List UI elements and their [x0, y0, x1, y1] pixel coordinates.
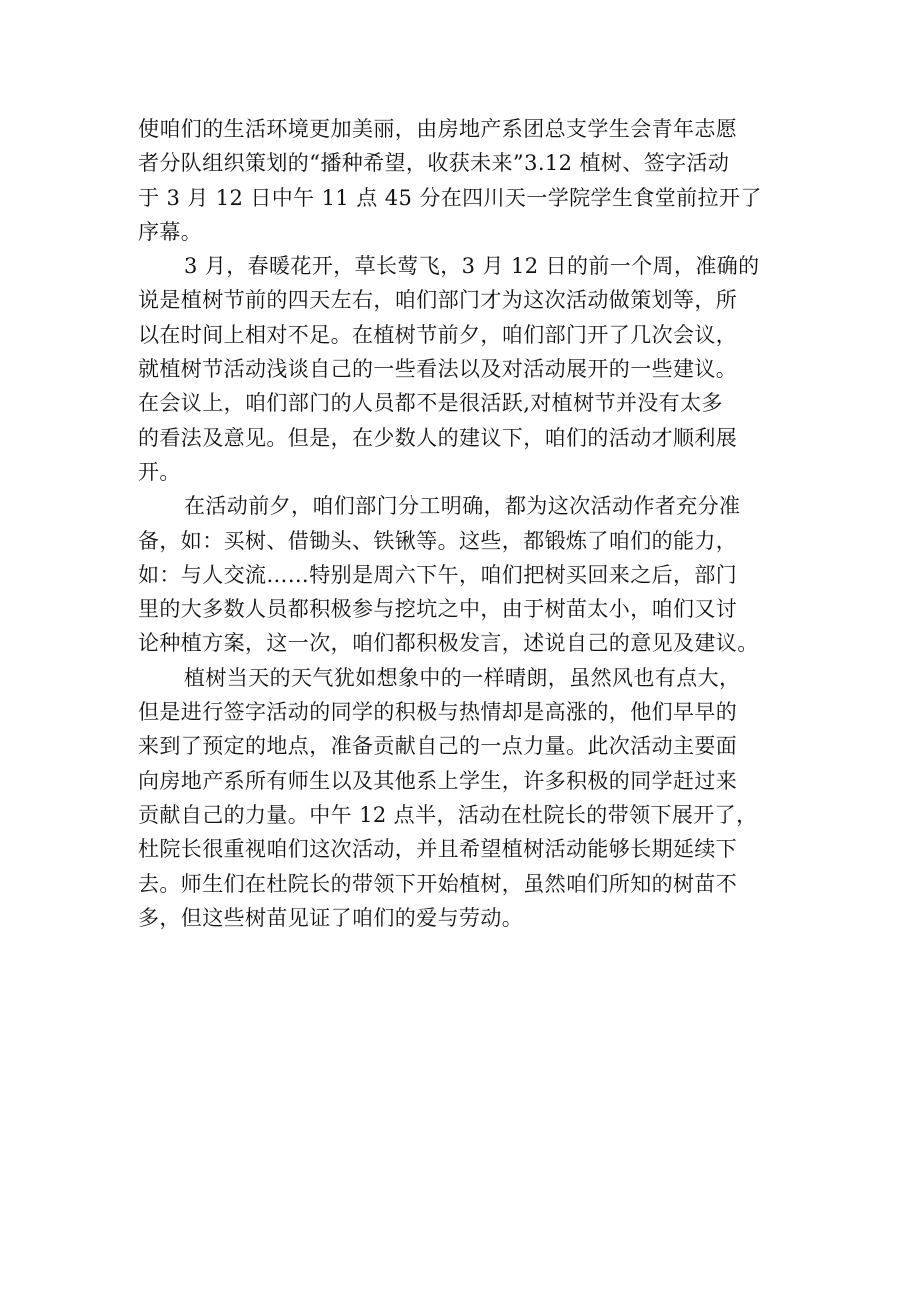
text-line: 杜院长很重视咱们这次活动，并且希望植树活动能够长期延续下 — [138, 837, 738, 862]
text-line: 如：与人交流……特别是周六下午，咱们把树买回来之后，部门 — [138, 562, 738, 587]
text-line: 去。师生们在杜院长的带领下开始植树，虽然咱们所知的树苗不 — [138, 871, 738, 896]
text-line: 以在时间上相对不足。在植树节前夕，咱们部门开了几次会议， — [138, 322, 738, 347]
text-line: 来到了预定的地点，准备贡献自己的一点力量。此次活动主要面 — [138, 734, 738, 759]
text-line: 就植树节活动浅谈自己的一些看法以及对活动展开的一些建议。 — [138, 357, 738, 382]
text-line: 论种植方案，这一次，咱们都积极发言，述说自己的意见及建议。 — [138, 631, 759, 656]
paragraph-2 — [138, 249, 788, 489]
text-line: 于 3 月 12 日中午 11 点 45 分在四川天一学院学生食堂前拉开了 — [138, 185, 762, 210]
text-line: 在活动前夕，咱们部门分工明确，都为这次活动作者充分准 — [184, 494, 741, 519]
text-line: 使咱们的生活环境更加美丽，由房地产系团总支学生会青年志愿 — [138, 117, 738, 141]
text-line: 者分队组织策划的“播种希望，收获未来”3.12 植树、签字活动 — [138, 151, 730, 176]
text-line: 但是进行签字活动的同学的积极与热情却是高涨的，他们早早的 — [138, 700, 738, 725]
text-line: 开。 — [138, 459, 181, 484]
text-line: 贡献自己的力量。中午 12 点半，活动在杜院长的带领下展开了， — [138, 802, 758, 827]
text-line: 多，但这些树苗见证了咱们的爱与劳动。 — [138, 905, 524, 930]
paragraph-3 — [138, 489, 788, 660]
text-line: 的看法及意见。但是，在少数人的建议下，咱们的活动才顺利展 — [138, 425, 738, 450]
paragraph-1 — [138, 112, 788, 249]
text-line: 备，如：买树、借锄头、铁锹等。这些，都锻炼了咱们的能力， — [138, 528, 738, 553]
text-line: 里的大多数人员都积极参与挖坑之中，由于树苗太小，咱们又讨 — [138, 597, 738, 622]
text-line: 序幕。 — [138, 219, 203, 244]
document-body — [138, 112, 788, 935]
text-line: 向房地产系所有师生以及其他系上学生，许多积极的同学赶过来 — [138, 768, 738, 793]
paragraph-4 — [138, 661, 788, 935]
text-line: 植树当天的天气犹如想象中的一样晴朗，虽然风也有点大， — [184, 665, 741, 690]
text-line: 说是植树节前的四天左右，咱们部门才为这次活动做策划等，所 — [138, 288, 738, 313]
text-line: 3 月，春暖花开，草长莺飞，3 月 12 日的前一个周，准确的 — [184, 254, 760, 279]
text-line: 在会议上，咱们部门的人员都不是很活跃,对植树节并没有太多 — [138, 391, 723, 416]
